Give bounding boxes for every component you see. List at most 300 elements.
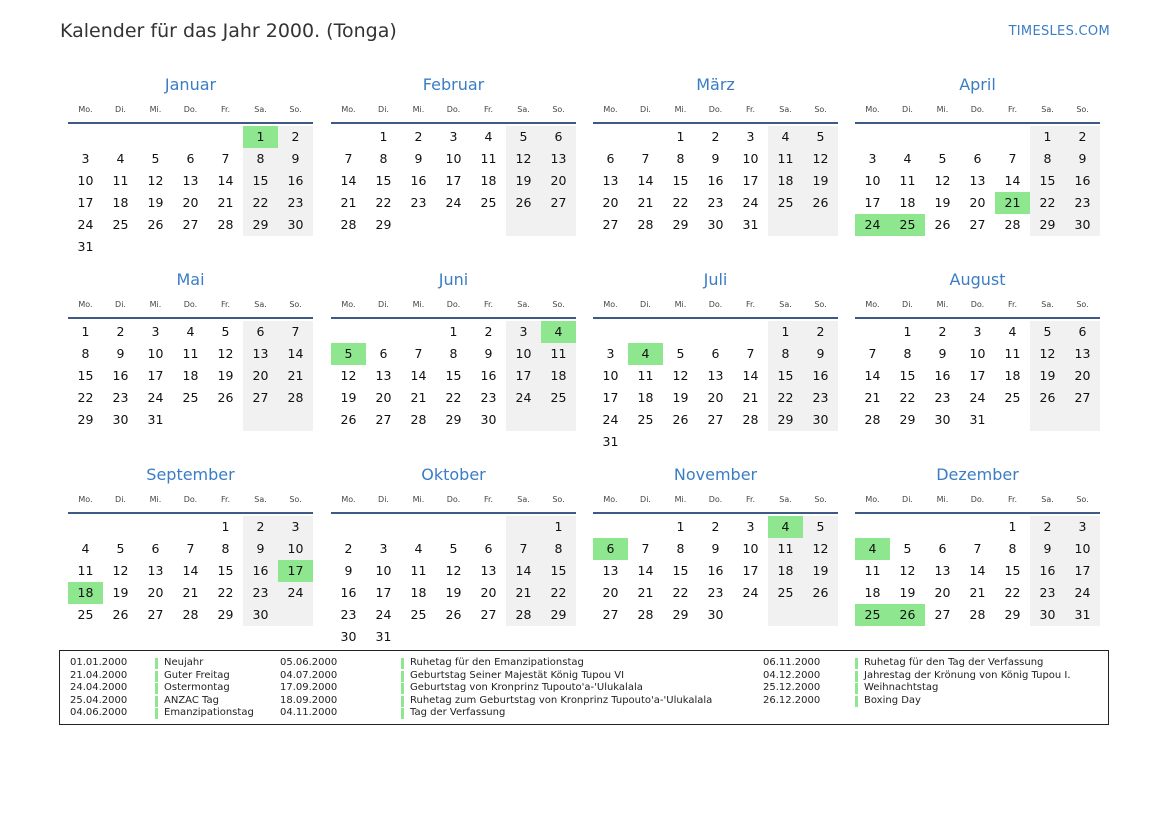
day-cell: 14 — [217, 173, 234, 188]
day-cell: 27 — [707, 412, 724, 427]
weekday-label: Sa. — [779, 495, 792, 504]
day-cell: 2 — [803, 321, 838, 343]
day-cell: 28 — [506, 604, 541, 626]
month-title: Juni — [438, 270, 469, 289]
day-cell: 15 — [768, 365, 803, 387]
holiday-list — [59, 650, 1109, 725]
day-cell: 16 — [278, 170, 313, 192]
day-cell: 21 — [278, 365, 313, 387]
day-cell: 9 — [938, 346, 947, 361]
holiday-name: Boxing Day — [864, 694, 921, 706]
day-cell: 15 — [1004, 563, 1021, 578]
weekday-label: Sa. — [254, 495, 267, 504]
day-cell: 23 — [410, 195, 427, 210]
month-divider — [331, 317, 576, 319]
day-cell: 7 — [278, 321, 313, 343]
day-cell: 22 — [1004, 585, 1021, 600]
day-cell: 9 — [1030, 538, 1065, 560]
day-cell: 26 — [672, 412, 689, 427]
holiday-marker — [155, 658, 158, 669]
day-cell: 30 — [112, 412, 129, 427]
day-cell: 1 — [676, 129, 685, 144]
day-cell: 10 — [602, 368, 619, 383]
weekday-label: So. — [552, 105, 565, 114]
day-cell: 28 — [637, 217, 654, 232]
day-cell: 3 — [81, 151, 90, 166]
day-cell: 22 — [243, 192, 278, 214]
page-title: Kalender für das Jahr 2000. (Tonga) — [60, 20, 397, 42]
day-cell: 12 — [147, 173, 164, 188]
holiday-marker — [155, 708, 158, 719]
day-cell: 3 — [151, 324, 160, 339]
day-cell: 11 — [768, 538, 803, 560]
day-cell: 21 — [637, 585, 654, 600]
holiday-marker — [855, 658, 858, 669]
weekday-label: So. — [814, 495, 827, 504]
day-cell: 29 — [77, 412, 94, 427]
holiday-name: Geburtstag von Kronprinz Tupouto'a-'Ulukalala — [410, 682, 643, 694]
day-cell: 3 — [449, 129, 458, 144]
day-cell: 6 — [1065, 321, 1100, 343]
weekday-label: So. — [1076, 105, 1089, 114]
day-cell: 12 — [340, 368, 357, 383]
holiday-day-cell: 4 — [541, 321, 576, 343]
day-cell: 13 — [182, 173, 199, 188]
day-cell: 6 — [379, 346, 388, 361]
day-cell: 4 — [768, 126, 803, 148]
day-cell: 5 — [116, 541, 125, 556]
day-cell: 24 — [375, 607, 392, 622]
day-cell: 13 — [541, 148, 576, 170]
day-cell: 26 — [340, 412, 357, 427]
day-cell: 19 — [112, 585, 129, 600]
day-cell: 27 — [1065, 387, 1100, 409]
day-cell: 27 — [243, 387, 278, 409]
day-cell: 28 — [969, 607, 986, 622]
day-cell: 30 — [480, 412, 497, 427]
day-cell: 14 — [742, 368, 759, 383]
holiday-day-cell: 25 — [890, 214, 925, 236]
weekday-label: Mo. — [78, 105, 93, 114]
day-cell: 16 — [243, 560, 278, 582]
weekday-label: Mo. — [78, 300, 93, 309]
weekday-label: Di. — [378, 105, 389, 114]
weekday-label: So. — [814, 300, 827, 309]
weekday-label: Fr. — [220, 105, 231, 114]
day-cell: 18 — [480, 173, 497, 188]
day-cell: 1 — [1030, 126, 1065, 148]
day-cell: 20 — [602, 585, 619, 600]
weekday-label: Mo. — [341, 495, 356, 504]
month-title: Februar — [422, 75, 485, 94]
weekend-cell — [506, 409, 541, 431]
day-cell: 25 — [768, 192, 803, 214]
day-cell: 2 — [116, 324, 125, 339]
holiday-date: 01.01.2000 — [70, 657, 128, 668]
day-cell: 20 — [602, 195, 619, 210]
day-cell: 26 — [147, 217, 164, 232]
day-cell: 25 — [541, 387, 576, 409]
day-cell: 11 — [864, 563, 881, 578]
day-cell: 13 — [480, 563, 497, 578]
day-cell: 19 — [1030, 365, 1065, 387]
holiday-marker — [401, 696, 404, 707]
weekday-label: So. — [814, 105, 827, 114]
day-cell: 7 — [221, 151, 230, 166]
day-cell: 29 — [672, 217, 689, 232]
day-cell: 13 — [1065, 343, 1100, 365]
day-cell: 17 — [445, 173, 462, 188]
day-cell: 26 — [803, 582, 838, 604]
site-link[interactable]: TIMESLES.COM — [1008, 24, 1110, 39]
day-cell: 10 — [445, 151, 462, 166]
weekday-label: Mo. — [865, 495, 880, 504]
day-cell: 26 — [803, 192, 838, 214]
month-title: November — [673, 465, 758, 484]
weekday-label: Sa. — [254, 300, 267, 309]
month-title: Januar — [164, 75, 217, 94]
day-cell: 19 — [506, 170, 541, 192]
month-divider — [68, 122, 313, 124]
weekday-label: Di. — [115, 105, 126, 114]
holiday-day-cell: 4 — [628, 343, 663, 365]
day-cell: 4 — [414, 541, 423, 556]
day-cell: 11 — [77, 563, 94, 578]
day-cell: 29 — [899, 412, 916, 427]
weekday-label: Mi. — [674, 495, 687, 504]
day-cell: 20 — [934, 585, 951, 600]
day-cell: 5 — [1030, 321, 1065, 343]
day-cell: 2 — [278, 126, 313, 148]
day-cell: 29 — [1030, 214, 1065, 236]
day-cell: 26 — [112, 607, 129, 622]
day-cell: 6 — [484, 541, 493, 556]
day-cell: 6 — [938, 541, 947, 556]
month-title: Dezember — [936, 465, 1019, 484]
day-cell: 28 — [637, 607, 654, 622]
month-divider — [855, 122, 1100, 124]
holiday-day-cell: 5 — [331, 343, 366, 365]
day-cell: 16 — [707, 563, 724, 578]
weekday-label: Fr. — [745, 495, 756, 504]
day-cell: 12 — [672, 368, 689, 383]
day-cell: 4 — [903, 151, 912, 166]
day-cell: 14 — [182, 563, 199, 578]
weekday-label: Mo. — [865, 105, 880, 114]
day-cell: 30 — [278, 214, 313, 236]
weekend-cell — [541, 409, 576, 431]
day-cell: 11 — [480, 151, 497, 166]
day-cell: 4 — [116, 151, 125, 166]
day-cell: 15 — [243, 170, 278, 192]
day-cell: 22 — [445, 390, 462, 405]
weekday-label: So. — [289, 495, 302, 504]
day-cell: 17 — [742, 173, 759, 188]
weekday-label: So. — [1076, 300, 1089, 309]
weekday-label: Mo. — [603, 105, 618, 114]
day-cell: 19 — [934, 195, 951, 210]
day-cell: 29 — [375, 217, 392, 232]
day-cell: 15 — [899, 368, 916, 383]
day-cell: 1 — [81, 324, 90, 339]
month-divider — [331, 122, 576, 124]
day-cell: 10 — [278, 538, 313, 560]
holiday-marker — [401, 658, 404, 669]
day-cell: 8 — [541, 538, 576, 560]
day-cell: 19 — [217, 368, 234, 383]
day-cell: 31 — [602, 434, 619, 449]
day-cell: 27 — [375, 412, 392, 427]
day-cell: 15 — [672, 563, 689, 578]
weekday-label: Fr. — [745, 105, 756, 114]
day-cell: 17 — [969, 368, 986, 383]
day-cell: 17 — [375, 585, 392, 600]
day-cell: 1 — [1008, 519, 1017, 534]
weekday-label: Di. — [902, 495, 913, 504]
day-cell: 13 — [375, 368, 392, 383]
day-cell: 22 — [768, 387, 803, 409]
day-cell: 17 — [506, 365, 541, 387]
day-cell: 30 — [707, 217, 724, 232]
day-cell: 1 — [541, 516, 576, 538]
day-cell: 8 — [1030, 148, 1065, 170]
month-divider — [593, 317, 838, 319]
day-cell: 24 — [506, 387, 541, 409]
holiday-column — [280, 657, 760, 720]
day-cell: 15 — [672, 173, 689, 188]
day-cell: 18 — [768, 560, 803, 582]
weekday-label: Do. — [970, 495, 985, 504]
day-cell: 4 — [81, 541, 90, 556]
day-cell: 3 — [1065, 516, 1100, 538]
day-cell: 20 — [1065, 365, 1100, 387]
holiday-column — [763, 657, 1083, 707]
holiday-row — [280, 707, 760, 720]
day-cell: 12 — [803, 148, 838, 170]
holiday-date: 04.06.2000 — [70, 707, 128, 719]
day-cell: 5 — [676, 346, 685, 361]
day-cell: 20 — [147, 585, 164, 600]
day-cell: 23 — [1030, 582, 1065, 604]
day-cell: 18 — [410, 585, 427, 600]
holiday-day-cell: 17 — [278, 560, 313, 582]
day-cell: 18 — [768, 170, 803, 192]
day-cell: 29 — [217, 607, 234, 622]
day-cell: 3 — [506, 321, 541, 343]
day-cell: 28 — [182, 607, 199, 622]
day-cell: 25 — [1004, 390, 1021, 405]
day-cell: 9 — [344, 563, 353, 578]
day-cell: 8 — [903, 346, 912, 361]
month-title: April — [959, 75, 996, 94]
day-cell: 18 — [864, 585, 881, 600]
day-cell: 12 — [445, 563, 462, 578]
weekday-label: Di. — [640, 300, 651, 309]
day-cell: 10 — [77, 173, 94, 188]
day-cell: 6 — [973, 151, 982, 166]
holiday-name: Guter Freitag — [164, 669, 230, 681]
day-cell: 24 — [445, 195, 462, 210]
weekend-cell — [278, 409, 313, 431]
weekday-label: Do. — [446, 495, 461, 504]
holiday-name: Tag der Verfassung — [410, 707, 506, 719]
day-cell: 3 — [278, 516, 313, 538]
day-cell: 10 — [375, 563, 392, 578]
weekday-label: Fr. — [220, 495, 231, 504]
day-cell: 17 — [147, 368, 164, 383]
day-cell: 17 — [602, 390, 619, 405]
weekday-label: Fr. — [483, 495, 494, 504]
holiday-name: Neujahr — [164, 657, 204, 668]
day-cell: 13 — [969, 173, 986, 188]
day-cell: 26 — [934, 217, 951, 232]
day-cell: 3 — [973, 324, 982, 339]
weekday-label: Mo. — [341, 105, 356, 114]
day-cell: 5 — [151, 151, 160, 166]
holiday-name: Ruhetag für den Tag der Verfassung — [864, 657, 1044, 668]
weekend-cell — [278, 604, 313, 626]
day-cell: 21 — [742, 390, 759, 405]
weekday-label: Sa. — [1041, 300, 1054, 309]
weekday-label: Sa. — [517, 495, 530, 504]
weekday-label: Di. — [640, 495, 651, 504]
weekday-label: Di. — [378, 300, 389, 309]
day-cell: 29 — [445, 412, 462, 427]
day-cell: 9 — [711, 151, 720, 166]
weekend-cell — [768, 604, 803, 626]
day-cell: 24 — [742, 585, 759, 600]
day-cell: 25 — [768, 582, 803, 604]
holiday-marker — [155, 683, 158, 694]
day-cell: 14 — [637, 173, 654, 188]
day-cell: 23 — [243, 582, 278, 604]
day-cell: 12 — [899, 563, 916, 578]
day-cell: 28 — [410, 412, 427, 427]
holiday-row — [280, 682, 760, 695]
weekend-cell — [768, 214, 803, 236]
day-cell: 15 — [375, 173, 392, 188]
day-cell: 18 — [1004, 368, 1021, 383]
day-cell: 26 — [506, 192, 541, 214]
day-cell: 27 — [182, 217, 199, 232]
day-cell: 11 — [899, 173, 916, 188]
day-cell: 21 — [864, 390, 881, 405]
weekday-label: Do. — [708, 300, 723, 309]
day-cell: 13 — [602, 173, 619, 188]
day-cell: 9 — [243, 538, 278, 560]
day-cell: 28 — [864, 412, 881, 427]
weekday-label: Di. — [902, 105, 913, 114]
day-cell: 3 — [868, 151, 877, 166]
day-cell: 7 — [1008, 151, 1017, 166]
day-cell: 19 — [445, 585, 462, 600]
day-cell: 12 — [1030, 343, 1065, 365]
day-cell: 6 — [541, 126, 576, 148]
holiday-date: 17.09.2000 — [280, 682, 338, 694]
month-divider — [855, 512, 1100, 514]
day-cell: 7 — [414, 346, 423, 361]
holiday-date: 21.04.2000 — [70, 669, 128, 681]
day-cell: 9 — [116, 346, 125, 361]
weekday-label: So. — [1076, 495, 1089, 504]
day-cell: 10 — [864, 173, 881, 188]
holiday-name: Weihnachtstag — [864, 682, 939, 694]
day-cell: 9 — [711, 541, 720, 556]
weekday-label: Do. — [446, 105, 461, 114]
day-cell: 9 — [278, 148, 313, 170]
holiday-name: Emanzipationstag — [164, 707, 254, 719]
day-cell: 19 — [803, 560, 838, 582]
day-cell: 12 — [934, 173, 951, 188]
day-cell: 8 — [768, 343, 803, 365]
day-cell: 21 — [410, 390, 427, 405]
day-cell: 25 — [480, 195, 497, 210]
holiday-row — [763, 657, 1083, 670]
weekday-label: Mo. — [78, 495, 93, 504]
weekday-label: Mi. — [412, 105, 425, 114]
day-cell: 3 — [746, 519, 755, 534]
day-cell: 23 — [112, 390, 129, 405]
day-cell: 22 — [672, 195, 689, 210]
day-cell: 14 — [278, 343, 313, 365]
day-cell: 5 — [903, 541, 912, 556]
day-cell: 22 — [1030, 192, 1065, 214]
day-cell: 5 — [938, 151, 947, 166]
day-cell: 30 — [707, 607, 724, 622]
day-cell: 2 — [484, 324, 493, 339]
day-cell: 18 — [541, 365, 576, 387]
day-cell: 15 — [77, 368, 94, 383]
day-cell: 7 — [344, 151, 353, 166]
day-cell: 31 — [375, 629, 392, 644]
weekday-label: Fr. — [1007, 495, 1018, 504]
weekend-cell — [506, 516, 541, 538]
day-cell: 3 — [606, 346, 615, 361]
day-cell: 16 — [480, 368, 497, 383]
holiday-day-cell: 26 — [890, 604, 925, 626]
day-cell: 31 — [77, 239, 94, 254]
month-title: September — [146, 465, 235, 484]
day-cell: 25 — [77, 607, 94, 622]
holiday-row — [763, 682, 1083, 695]
day-cell: 26 — [1030, 387, 1065, 409]
weekday-label: So. — [289, 105, 302, 114]
holiday-day-cell: 6 — [593, 538, 628, 560]
day-cell: 23 — [1065, 192, 1100, 214]
day-cell: 10 — [147, 346, 164, 361]
day-cell: 6 — [243, 321, 278, 343]
day-cell: 15 — [541, 560, 576, 582]
day-cell: 10 — [742, 541, 759, 556]
holiday-day-cell: 24 — [855, 214, 890, 236]
day-cell: 14 — [864, 368, 881, 383]
day-cell: 16 — [112, 368, 129, 383]
month-divider — [855, 317, 1100, 319]
day-cell: 17 — [742, 563, 759, 578]
day-cell: 12 — [217, 346, 234, 361]
day-cell: 7 — [506, 538, 541, 560]
day-cell: 12 — [506, 148, 541, 170]
weekday-label: Di. — [378, 495, 389, 504]
weekend-cell — [506, 214, 541, 236]
holiday-row — [280, 670, 760, 683]
day-cell: 20 — [480, 585, 497, 600]
day-cell: 23 — [480, 390, 497, 405]
day-cell: 2 — [938, 324, 947, 339]
day-cell: 25 — [410, 607, 427, 622]
weekday-label: Mi. — [149, 300, 162, 309]
day-cell: 14 — [340, 173, 357, 188]
